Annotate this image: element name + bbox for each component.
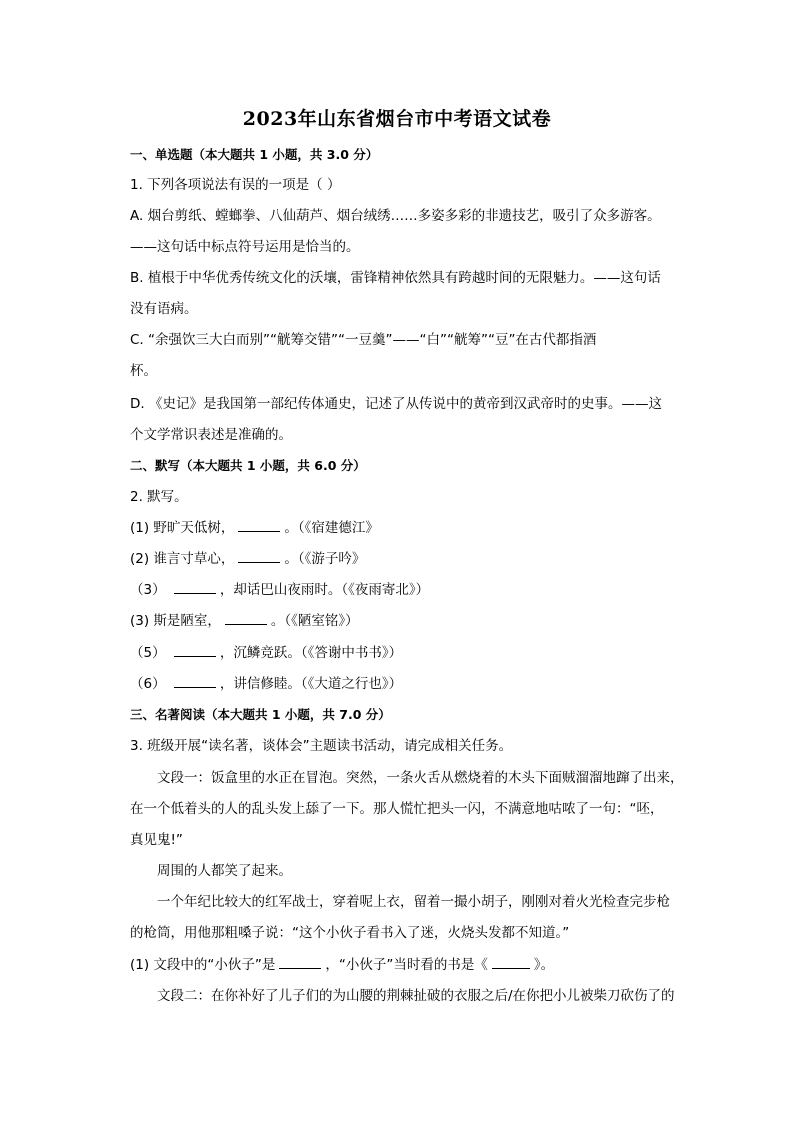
answer-blank[interactable] bbox=[279, 955, 321, 969]
option-a-line-1: A. 烟台剪纸、螳螂拳、八仙葫芦、烟台绒绣……多姿多彩的非遗技艺，吸引了众多游客。 bbox=[130, 208, 661, 224]
section-heading-1: 一、单选题（本大题共 1 小题，共 3.0 分） bbox=[130, 147, 379, 162]
question-1: 1. 下列各项说法有误的一项是（ ） bbox=[130, 177, 341, 193]
answer-blank[interactable] bbox=[225, 611, 267, 625]
answer-blank[interactable] bbox=[174, 643, 216, 657]
option-a-line-2: ——这句话中标点符号运用是恰当的。 bbox=[130, 239, 360, 255]
passage-1-line-6: 的枪筒，用他那粗嗓子说：“这个小伙子看书入了迷，火烧头发都不知道。” bbox=[130, 925, 570, 941]
section-heading-2: 二、默写（本大题共 1 小题，共 6.0 分） bbox=[130, 458, 366, 473]
answer-blank[interactable] bbox=[492, 955, 530, 969]
passage-1-line-5: 一个年纪比较大的红军战士，穿着呢上衣，留着一撮小胡子，刚刚对着火光检查完步枪 bbox=[157, 894, 670, 910]
answer-blank[interactable] bbox=[174, 674, 216, 688]
option-b-line-2: 没有语病。 bbox=[130, 301, 198, 317]
question-3-1: (1) 文段中的“小伙子”是 ，“小伙子”当时看的书是《 》。 bbox=[130, 957, 555, 973]
answer-blank[interactable] bbox=[238, 549, 280, 563]
dictation-item: (1) 野旷天低树， 。（《宿建德江》 bbox=[130, 520, 379, 536]
answer-blank[interactable] bbox=[174, 580, 216, 594]
passage-2-line-1: 文段二：在你补好了儿子们的为山腰的荆棘扯破的衣服之后/在你把小儿被柴刀砍伤了的 bbox=[157, 988, 675, 1004]
page-title: 2023年山东省烟台市中考语文试卷 bbox=[242, 108, 552, 130]
dictation-item: (3) 斯是陋室， 。（《陋室铭》） bbox=[130, 613, 359, 629]
passage-1-line-2: 在一个低着头的人的乱头发上舔了一下。那人慌忙把头一闪，不满意地咕哝了一句：“呸， bbox=[130, 801, 664, 817]
option-d-line-1: D. 《史记》是我国第一部纪传体通史，记述了从传说中的黄帝到汉武帝时的史事。——这 bbox=[130, 396, 662, 412]
passage-1-line-1: 文段一：饭盒里的水正在冒泡。突然，一条火舌从燃烧着的木头下面贼溜溜地蹿了出来， bbox=[157, 770, 684, 786]
answer-blank[interactable] bbox=[238, 518, 280, 532]
section-heading-3: 三、名著阅读（本大题共 1 小题，共 7.0 分） bbox=[130, 707, 391, 722]
dictation-item: （5） ，沉鳞竞跃。（《答谢中书书》） bbox=[130, 645, 403, 661]
passage-1-line-4: 周围的人都笑了起来。 bbox=[157, 863, 292, 879]
option-b-line-1: B. 植根于中华优秀传统文化的沃壤，雷锋精神依然具有跨越时间的无限魅力。——这句话 bbox=[130, 270, 661, 286]
dictation-item: （6） ，讲信修睦。（《大道之行也》） bbox=[130, 676, 403, 692]
option-c-line-2: 杯。 bbox=[130, 363, 157, 379]
option-c-line-1: C. “余强饮三大白而别”“觥筹交错”“一豆羹”——“白”“觥筹”“豆”在古代都指酒 bbox=[130, 332, 597, 348]
option-d-line-2: 个文学常识表述是准确的。 bbox=[130, 427, 292, 443]
dictation-item: （3） ，却话巴山夜雨时。（《夜雨寄北》） bbox=[130, 582, 430, 598]
question-3: 3. 班级开展“读名著，谈体会”主题读书活动，请完成相关任务。 bbox=[130, 738, 513, 754]
passage-1-line-3: 真见鬼!” bbox=[130, 832, 183, 848]
dictation-item: (2) 谁言寸草心， 。（《游子吟》 bbox=[130, 551, 366, 567]
question-2: 2. 默写。 bbox=[130, 489, 188, 505]
